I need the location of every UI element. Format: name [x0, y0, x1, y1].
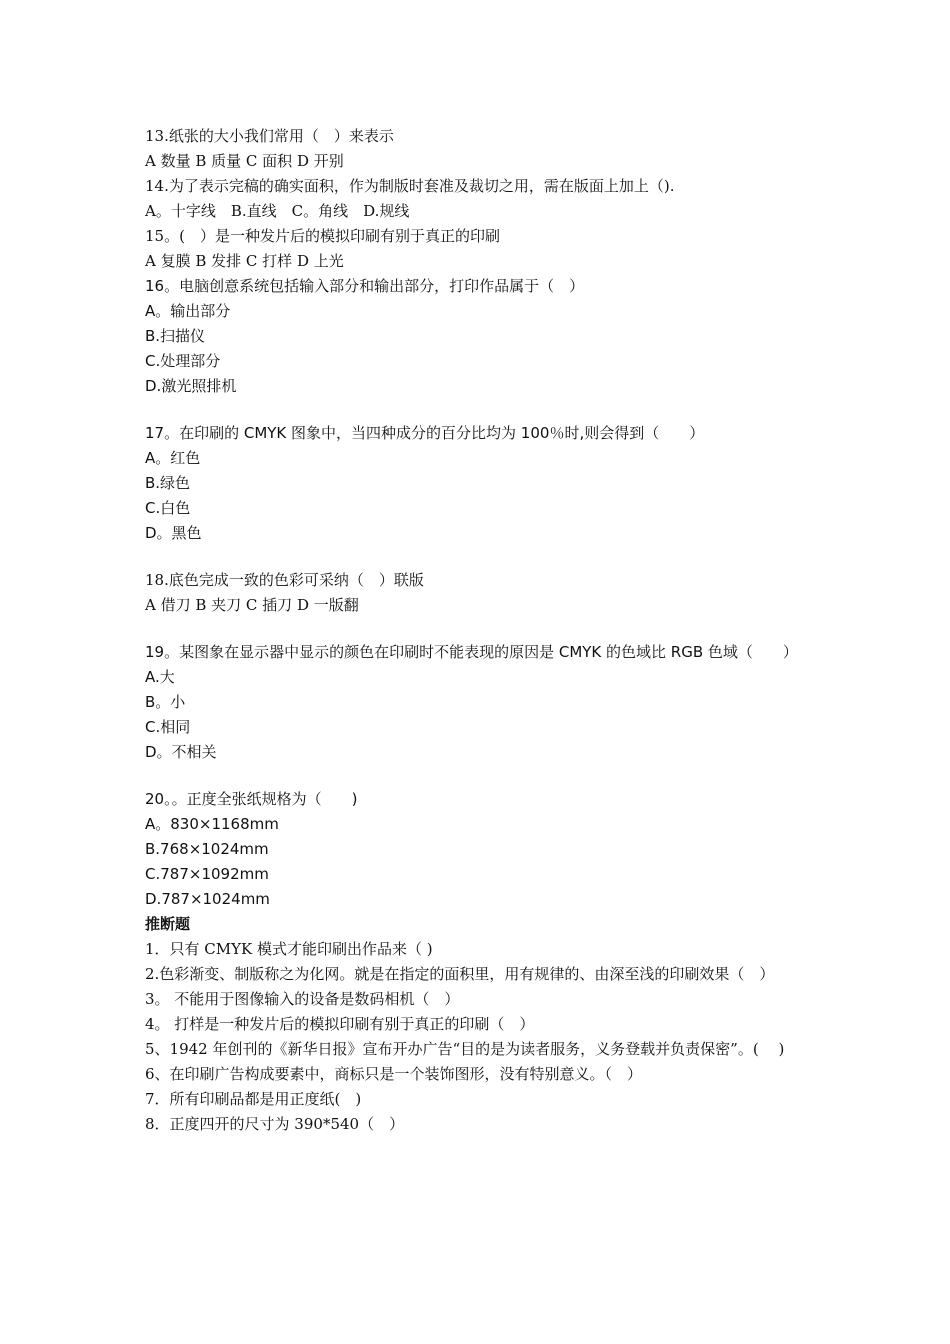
document-body — [145, 124, 805, 1137]
question-13-options: A 数量 B 质量 C 面积 D 开别 — [145, 152, 344, 170]
question-17-option-d: D。黑色 — [145, 524, 202, 542]
tf-question-4: 4。 打样是一种发片后的模拟印刷有别于真正的印刷（ ） — [145, 1015, 535, 1033]
question-20-option-d: D.787×1024mm — [145, 890, 270, 908]
question-20-option-c: C.787×1092mm — [145, 865, 269, 883]
question-19: 19。某图象在显示器中显示的颜色在印刷时不能表现的原因是 CMYK 的色域比 RGB 色域（ ） — [145, 643, 798, 661]
question-15-options: A 复膜 B 发排 C 打样 D 上光 — [145, 252, 344, 270]
question-18: 18.底色完成一致的色彩可采纳（ ）联版 — [145, 571, 424, 589]
question-19-option-a: A.大 — [145, 668, 175, 686]
question-15: 15。( ）是一种发片后的模拟印刷有别于真正的印刷 — [145, 227, 500, 245]
paragraph-gap — [145, 546, 805, 568]
paragraph-gap — [145, 618, 805, 640]
tf-question-8: 8．正度四开的尺寸为 390*540（ ） — [145, 1115, 405, 1133]
tf-question-7: 7．所有印刷品都是用正度纸( ) — [145, 1090, 362, 1108]
paragraph-gap — [145, 765, 805, 787]
question-20-option-a: A。830×1168mm — [145, 815, 279, 833]
question-14: 14.为了表示完稿的确实面积，作为制版时套准及裁切之用，需在版面上加上（). — [145, 177, 675, 195]
question-14-options: A。十字线 B.直线 C。角线 D.规线 — [145, 202, 410, 220]
tf-question-2: 2.色彩渐变、制版称之为化网。就是在指定的面积里，用有规律的、由深至浅的印刷效果（ ） — [145, 965, 775, 983]
question-16-option-c: C.处理部分 — [145, 352, 221, 370]
section-heading-true-false: 推断题 — [145, 915, 191, 933]
question-19-option-d: D。不相关 — [145, 743, 217, 761]
tf-question-1: 1．只有 CMYK 模式才能印刷出作品来（ ) — [145, 940, 433, 958]
question-13: 13.纸张的大小我们常用（ ）来表示 — [145, 127, 394, 145]
question-17-option-a: A。红色 — [145, 449, 201, 467]
question-17-option-c: C.白色 — [145, 499, 191, 517]
question-17: 17。在印刷的 CMYK 图象中，当四种成分的百分比均为 100％时,则会得到（ ） — [145, 424, 705, 442]
tf-question-6: 6、在印刷广告构成要素中，商标只是一个装饰图形，没有特别意义。（ ） — [145, 1065, 643, 1083]
question-18-options: A 借刀 B 夹刀 C 插刀 D 一版翻 — [145, 596, 359, 614]
question-16-option-a: A。输出部分 — [145, 302, 231, 320]
question-20-option-b: B.768×1024mm — [145, 840, 269, 858]
question-20: 20。。正度全张纸规格为（ ) — [145, 790, 358, 808]
paragraph-gap — [145, 399, 805, 421]
question-17-option-b: B.绿色 — [145, 474, 191, 492]
tf-question-5: 5、1942 年创刊的《新华日报》宣布开办广告“目的是为读者服务，义务登载并负责保密”。( ) — [145, 1040, 785, 1058]
question-19-option-b: B。小 — [145, 693, 186, 711]
question-16: 16。电脑创意系统包括输入部分和输出部分，打印作品属于（ ） — [145, 277, 585, 295]
question-16-option-b: B.扫描仪 — [145, 327, 206, 345]
question-19-option-c: C.相同 — [145, 718, 191, 736]
question-16-option-d: D.激光照排机 — [145, 377, 237, 395]
tf-question-3: 3。 不能用于图像输入的设备是数码相机（ ） — [145, 990, 460, 1008]
